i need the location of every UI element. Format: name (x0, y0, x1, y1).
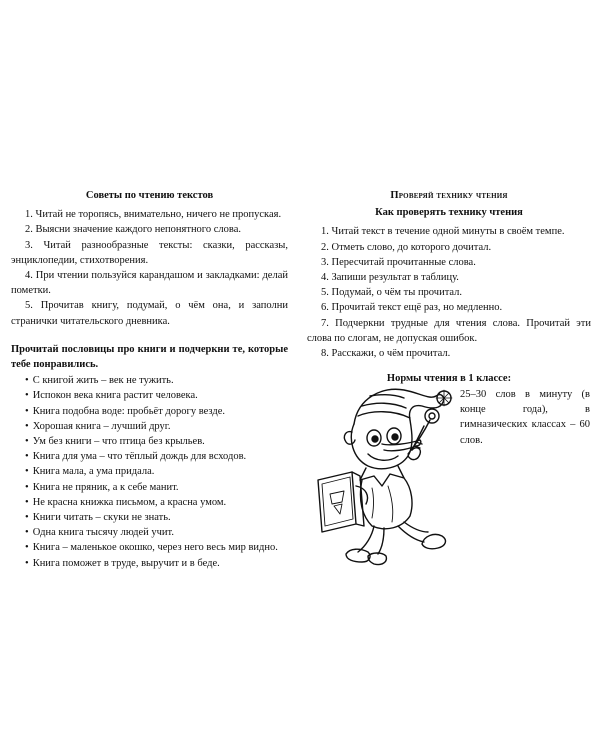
step-item: 5. Подумай, о чём ты прочитал. (321, 287, 463, 299)
proverb-item: • Испокон века книга растит человека. (11, 388, 288, 403)
tip-item: 3. Читай разнообразные тексты: сказки, рассказы, энциклопедии, стихотворения. (11, 239, 288, 266)
tip-item: 5. Прочитав книгу, подумай, о чём она, и заполни странички читательского дневника. (11, 300, 288, 327)
proverb-item: • С книгой жить – век не тужить. (11, 373, 288, 388)
proverb-item: • Книга для ума – что тёплый дождь для всходов. (11, 449, 288, 464)
right-column (307, 188, 591, 390)
proverb-item: • Не красна книжка письмом, а красна умом. (11, 495, 288, 510)
proverb-item: • Книга мала, а ума придала. (11, 464, 288, 479)
tip-item: 2. Выясни значение каждого непонятного слова. (25, 224, 241, 236)
proverb-item: • Книга подобна воде: пробьёт дорогу везде. (11, 404, 288, 419)
howto-title: Как проверять технику чтения (375, 207, 523, 219)
proverb-item: • Хорошая книга – лучший друг. (11, 419, 288, 434)
step-item: 2. Отметь слово, до которого дочитал. (321, 241, 492, 253)
tip-item: 4. При чтении пользуйся карандашом и закладками: делай пометки. (11, 270, 288, 297)
step-item: 4. Запиши результат в таблицу. (321, 272, 459, 284)
left-column (11, 188, 288, 571)
proverb-item: • Книга не пряник, а к себе манит. (11, 480, 288, 495)
section-title: Проверяй технику чтения (390, 190, 508, 201)
proverb-item: • Ум без книги – что птица без крыльев. (11, 434, 288, 449)
proverbs-list (11, 373, 288, 571)
step-item: 1. Читай текст в течение одной минуты в своём темпе. (321, 226, 565, 238)
norms-title: Нормы чтения в 1 классе: (386, 373, 512, 385)
norms-text: 25–30 слов в минуту (в конце года), в гимназических классах – 60 слов. (460, 389, 590, 446)
proverbs-task: Прочитай пословицы про книги и подчеркни те, которые тебе понравились. (11, 343, 288, 371)
proverb-item: • Одна книга тысячу людей учит. (11, 525, 288, 540)
step-item: 3. Пересчитай прочитанные слова. (321, 256, 476, 268)
tips-title: Советы по чтению текстов (85, 190, 214, 201)
tip-item: 1. Читай не торопясь, внимательно, ничего не пропуская. (25, 209, 282, 221)
proverb-item: • Книги читать – скуки не знать. (11, 510, 288, 525)
step-item: 6. Прочитай текст ещё раз, но медленно. (321, 302, 503, 314)
boy-with-book-illustration (312, 376, 462, 576)
proverb-item: • Книга поможет в труде, выручит и в беде. (11, 556, 288, 571)
step-item: 7. Подчеркни трудные для чтения слова. Прочитай эти слова по слогам, не допуская ошибок. (307, 317, 591, 344)
step-item: 8. Расскажи, о чём прочитал. (321, 348, 451, 360)
proverb-item: • Книга – маленькое окошко, через него весь мир видно. (11, 540, 288, 555)
